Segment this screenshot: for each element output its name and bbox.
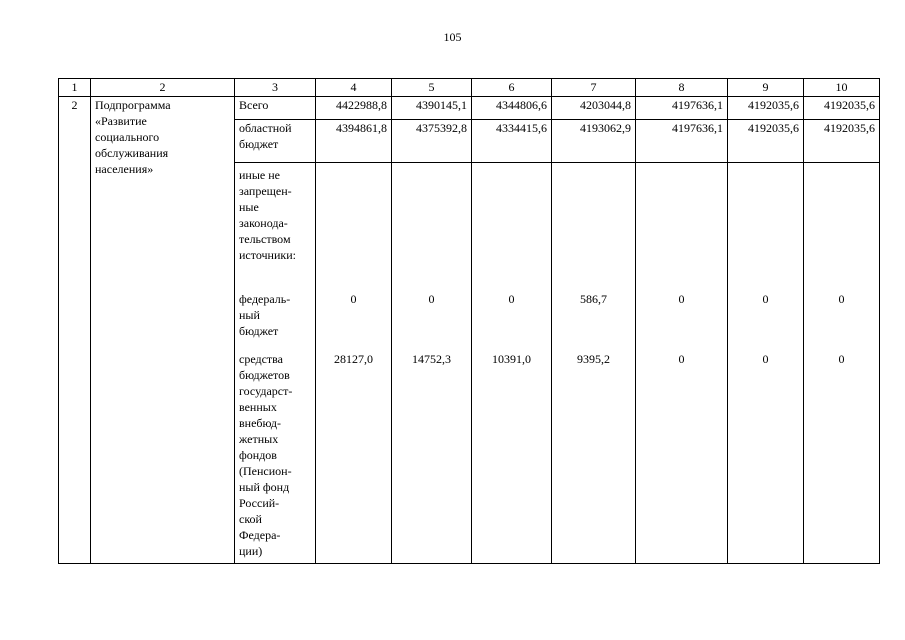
- source-line: средства: [239, 352, 284, 366]
- header-cell: 8: [636, 79, 728, 97]
- header-cell: 4: [316, 79, 392, 97]
- source-line: Россий-: [239, 496, 280, 510]
- value-column: [316, 163, 392, 564]
- value-cell: 9395,2: [577, 352, 610, 366]
- value-cell: 4192035,6: [804, 120, 880, 163]
- source-line: ской: [239, 512, 262, 526]
- program-name-line: обслуживания: [95, 146, 169, 160]
- source-line: запрещен-: [239, 184, 292, 198]
- value-cell: 10391,0: [492, 352, 531, 366]
- header-cell: 7: [552, 79, 636, 97]
- value-cell: 4192035,6: [728, 97, 804, 120]
- value-cell: 0: [762, 292, 769, 306]
- header-cell: 9: [728, 79, 804, 97]
- value-cell: 4197636,1: [636, 97, 728, 120]
- source-line: венных: [239, 400, 277, 414]
- program-name-line: Подпрограмма: [95, 98, 171, 112]
- source-line: иные не: [239, 168, 280, 182]
- source-line: фондов: [239, 448, 277, 462]
- program-name: [91, 97, 235, 564]
- value-column: [392, 163, 472, 564]
- value-column: [552, 163, 636, 564]
- value-cell: 4422988,8: [316, 97, 392, 120]
- source-line: государст-: [239, 384, 293, 398]
- header-row: [59, 79, 880, 97]
- value-cell: 0: [838, 352, 845, 366]
- row-index: 2: [59, 97, 91, 564]
- source-line: бюджет: [239, 324, 279, 338]
- header-cell: 3: [235, 79, 316, 97]
- value-cell: 0: [350, 292, 357, 306]
- source-other: [235, 163, 316, 564]
- value-column: [804, 163, 880, 564]
- source-line: ные: [239, 200, 259, 214]
- value-cell: 0: [762, 352, 769, 366]
- value-cell: 4375392,8: [392, 120, 472, 163]
- source-line: Федера-: [239, 528, 281, 542]
- federal-budget-label: [239, 291, 311, 339]
- value-cell: 4394861,8: [316, 120, 392, 163]
- source-line: ный: [239, 308, 260, 322]
- source-regional: [235, 120, 316, 163]
- state-funds-label: [239, 351, 311, 559]
- value-cell: 4344806,6: [472, 97, 552, 120]
- table-row-total: [59, 97, 880, 120]
- value-cell: 28127,0: [334, 352, 373, 366]
- value-cell: 0: [508, 292, 515, 306]
- value-cell: 0: [678, 292, 685, 306]
- value-cell: 4192035,6: [728, 120, 804, 163]
- source-line: источники:: [239, 248, 296, 262]
- program-name-line: населения»: [95, 162, 154, 176]
- source-line: тельством: [239, 232, 291, 246]
- source-line: ный фонд: [239, 480, 290, 494]
- value-cell: 4203044,8: [552, 97, 636, 120]
- header-cell: 1: [59, 79, 91, 97]
- program-name-line: «Развитие: [95, 114, 147, 128]
- value-cell: 4334415,6: [472, 120, 552, 163]
- value-cell: 14752,3: [412, 352, 451, 366]
- header-cell: 2: [91, 79, 235, 97]
- value-cell: 4390145,1: [392, 97, 472, 120]
- value-cell: 0: [678, 352, 685, 366]
- source-line: бюджет: [239, 137, 279, 151]
- source-line: федераль-: [239, 292, 291, 306]
- value-column: [472, 163, 552, 564]
- source-line: (Пенсион-: [239, 464, 292, 478]
- header-cell: 5: [392, 79, 472, 97]
- value-cell: 4193062,9: [552, 120, 636, 163]
- value-cell: 4192035,6: [804, 97, 880, 120]
- source-line: законода-: [239, 216, 288, 230]
- header-cell: 10: [804, 79, 880, 97]
- source-line: внебюд-: [239, 416, 281, 430]
- source-line: ции): [239, 544, 263, 558]
- other-sources-label: [239, 167, 311, 263]
- source-total: Всего: [235, 97, 316, 120]
- budget-table: [58, 78, 880, 564]
- value-column: [728, 163, 804, 564]
- value-cell: 0: [838, 292, 845, 306]
- value-cell: 586,7: [580, 292, 607, 306]
- header-cell: 6: [472, 79, 552, 97]
- source-line: областной: [239, 121, 292, 135]
- page-number: 105: [443, 30, 462, 44]
- program-name-line: социального: [95, 130, 160, 144]
- source-line: жетных: [239, 432, 279, 446]
- source-line: бюджетов: [239, 368, 290, 382]
- value-cell: 0: [428, 292, 435, 306]
- value-cell: 4197636,1: [636, 120, 728, 163]
- value-column: [636, 163, 728, 564]
